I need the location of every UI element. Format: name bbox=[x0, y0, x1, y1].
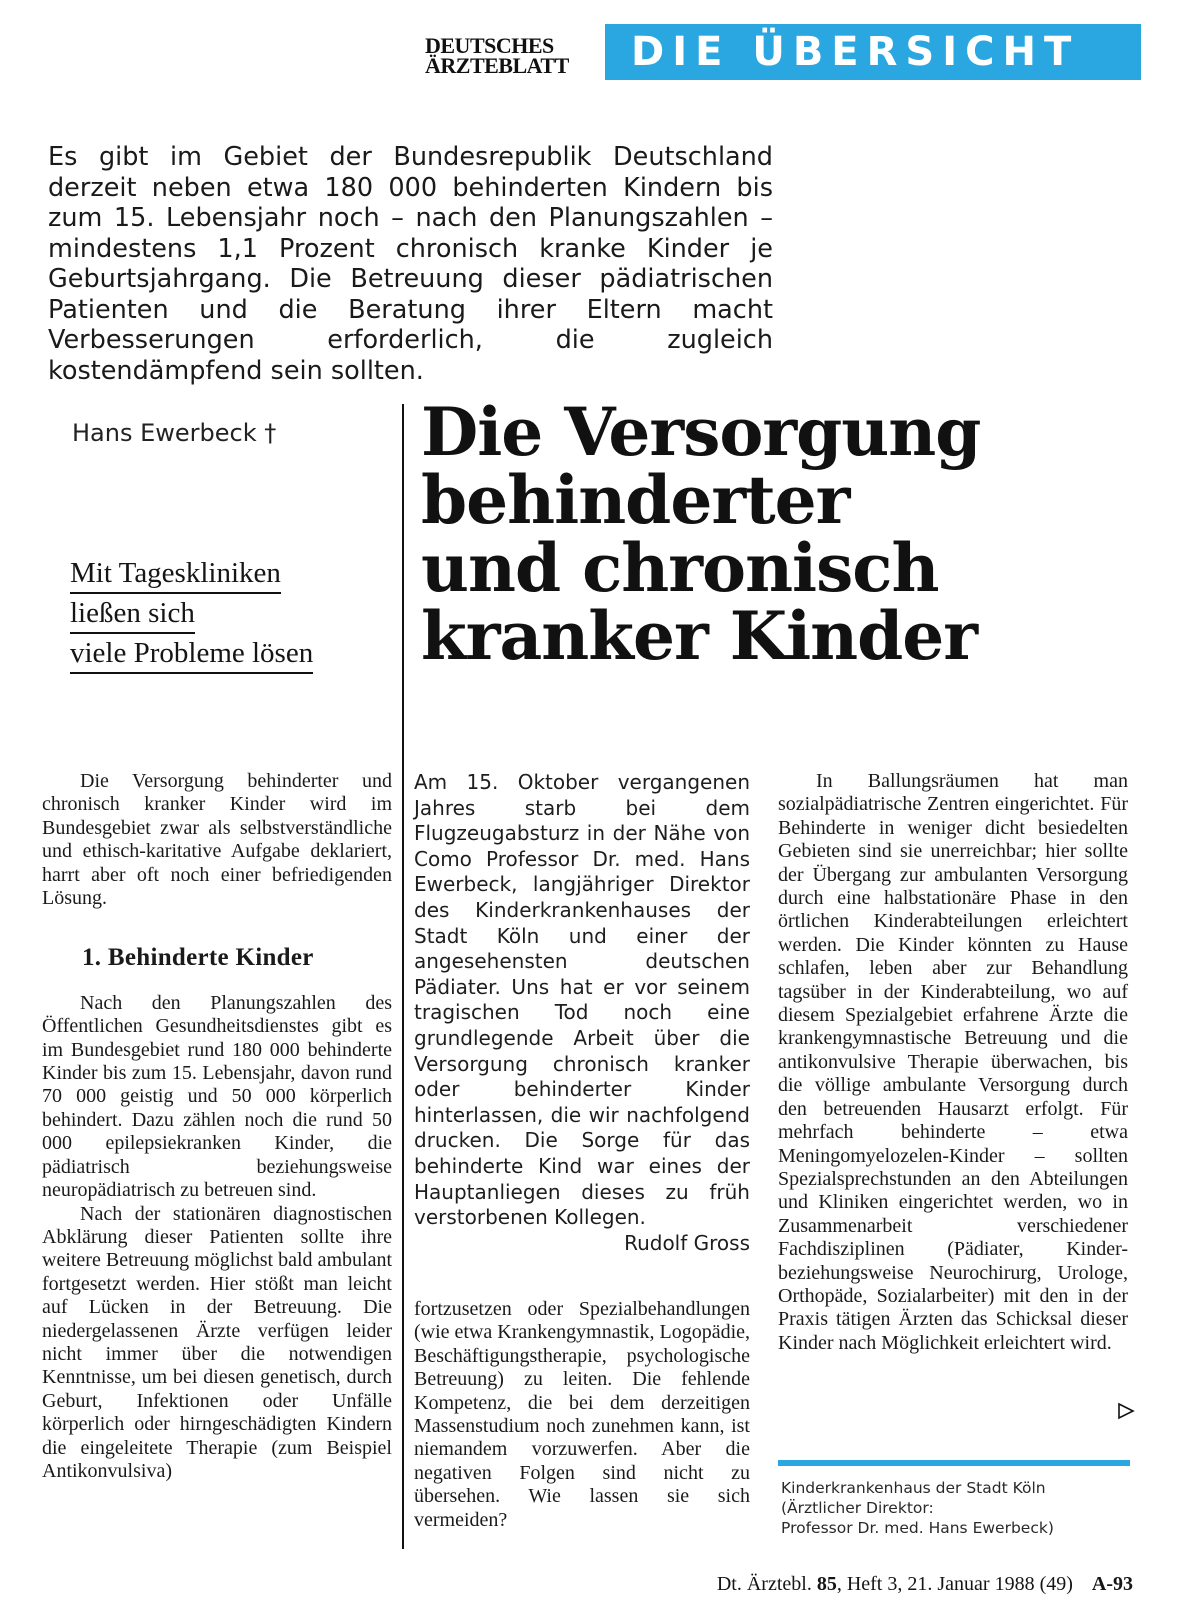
journal-logo bbox=[425, 33, 597, 78]
title-line: Die Versorgung bbox=[421, 393, 981, 471]
page-footer bbox=[628, 1573, 1133, 1596]
subheadline-line: Mit Tageskliniken bbox=[70, 558, 281, 594]
journal-abbrev: Dt. Ärztebl. bbox=[716, 1573, 812, 1595]
column-1 bbox=[42, 770, 392, 1483]
section-heading: 1. Behinderte Kinder bbox=[82, 944, 314, 972]
editor-note bbox=[414, 770, 750, 1256]
page-number: A-93 bbox=[1091, 1573, 1133, 1595]
section-label: DIE ÜBERSICHT bbox=[631, 29, 1080, 75]
author-affiliation bbox=[781, 1478, 1131, 1538]
intro-paragraph: Die Versorgung behinderter und chronisch kranker Kinder wird im Bundesgebiet zwar als selbstverständliche und ethisch-karitative Aufgabe deklariert, harrt aber oft noch einer befriedigenden Lösung. bbox=[42, 770, 392, 910]
triangle-right-icon bbox=[1116, 1401, 1136, 1421]
lead-paragraph: Es gibt im Gebiet der Bundesrepublik Deutschland derzeit neben etwa 180 000 behinderten Kindern bis zum 15. Lebensjahr noch – nach den Planungszahlen – mindestens 1,1 Prozent chronisch kranke Kinder je Geburtsjahrgang. Die Betreuung dieser pädiatrischen Patienten und die Beratung ihrer Eltern macht Verbesserungen erforderlich, die zugleich kostendämpfend sein sollten. bbox=[48, 142, 773, 386]
section-banner bbox=[605, 24, 1141, 80]
affiliation-line: (Ärztlicher Direktor: bbox=[781, 1499, 934, 1517]
column-2 bbox=[414, 1298, 750, 1532]
subheadline-line: viele Probleme lösen bbox=[70, 638, 313, 674]
body-paragraph: In Ballungsräumen hat man sozialpädiatrische Zentren eingerichtet. Für Behinderte in weniger dicht besiedelten Gebieten sind sie unerreichbar; hier sollte der Übergang zur ambulanten Versorgung durch eine halbstationäre Phase in den örtlichen Kinderabteilungen erleichtert werden. Die Kinder könnten zu Hause schlafen, leben aber zur Behandlung tagsüber in der Kinderabteilung, wo auf diesem Spezialgebiet erfahrene Ärzte die krankengymnastische Betreuung und die antikonvulsive Therapie überwachen, bis die völlige ambulante Versorgung durch den betreuenden Hausarzt erfolgt. Für mehrfach behinderte – etwa Meningomyelozelen-Kinder – sollten Spezialsprechstunden an den Abteilungen und Kliniken eingerichtet werden, wo in Zusammenarbeit verschiedener Fachdisziplinen (Pädiater, Kinder- beziehungsweise Neurochirurg, Urologe, Orthopäde, Sozialarbeiter) mit den in der Praxis tätigen Ärzten das Schicksal dieser Kinder nach Möglichkeit erleichtert wird. bbox=[778, 770, 1128, 1354]
logo-line-2: ÄRZTEBLATT bbox=[425, 53, 569, 78]
editor-note-text: Am 15. Oktober vergangenen Jahres starb bei dem Flugzeugabsturz in der Nähe von Como Professor Dr. med. Hans Ewerbeck, langjähriger Direktor des Kinderkrankenhauses der Stadt Köln und einer der angesehensten deutschen Pädiater. Uns hat er vor seinem tragischen Tod noch eine grundlegende Arbeit über die Versorgung chronisch kranker oder behinderter Kinder hinterlassen, die wir nachfolgend drucken. Die Sorge für das behinderte Kind war eines der Hauptanliegen dieses zu früh verstorbenen Kollegen. bbox=[414, 770, 750, 1230]
title-line: behinderter bbox=[421, 461, 850, 539]
editor-signature: Rudolf Gross bbox=[624, 1230, 750, 1255]
body-paragraph: fortzusetzen oder Spezialbehandlungen (wie etwa Krankengymnastik, Logopädie, Beschäftigungstherapie, psychologische Betreuung) zu leiten. Die fehlende Kompetenz, die bei dem derzeitigen Massenstudium noch zunehmen kann, ist niemandem vorzuwerfen. Aber die negativen Folgen sind nicht zu übersehen. Wie lassen sie sich vermeiden? bbox=[414, 1298, 751, 1531]
subheadline bbox=[70, 558, 370, 678]
affiliation-rule bbox=[778, 1460, 1130, 1466]
title-line: und chronisch bbox=[421, 529, 939, 607]
body-paragraph: Nach der stationären diagnostischen Abklärung dieser Patienten sollte ihre weitere Betreuung möglichst bald ambulant fortgesetzt werden. Hier stößt man leicht auf Lücken in der Betreuung. Die niedergelassenen Ärzte verfügen leider nicht immer über die notwendigen Kenntnisse, um bei diesen genetisch, durch Geburt, Infektionen oder Unfälle körperlich oder hirngeschädigten Kindern die eingeleitete Therapie (zum Beispiel Antikonvulsiva) bbox=[42, 1202, 392, 1482]
volume-number: 85 bbox=[816, 1573, 837, 1595]
issue-info: , Heft 3, 21. Januar 1988 (49) bbox=[836, 1573, 1073, 1595]
title-line: kranker Kinder bbox=[421, 597, 978, 675]
subheadline-line: ließen sich bbox=[70, 598, 195, 634]
article-title bbox=[421, 393, 1161, 675]
column-divider bbox=[402, 404, 404, 1549]
column-3 bbox=[778, 770, 1128, 1355]
author-name: Hans Ewerbeck † bbox=[72, 419, 277, 447]
logo-line-1: DEUTSCHES bbox=[425, 33, 554, 58]
body-paragraph: Nach den Planungszahlen des Öffentlichen Gesundheitsdienstes gibt es im Bundesgebiet rund 180 000 behinderte Kinder bis zum 15. Lebensjahr, davon rund 70 000 geistig und 50 000 körperlich behindert. Dazu zählen noch die rund 50 000 epilepsiekranken Kinder, die pädiatrisch beziehungsweise neuropädiatrisch zu betreuen sind. bbox=[42, 991, 392, 1202]
affiliation-line: Professor Dr. med. Hans Ewerbeck) bbox=[781, 1519, 1054, 1537]
affiliation-line: Kinderkrankenhaus der Stadt Köln bbox=[781, 1479, 1046, 1497]
